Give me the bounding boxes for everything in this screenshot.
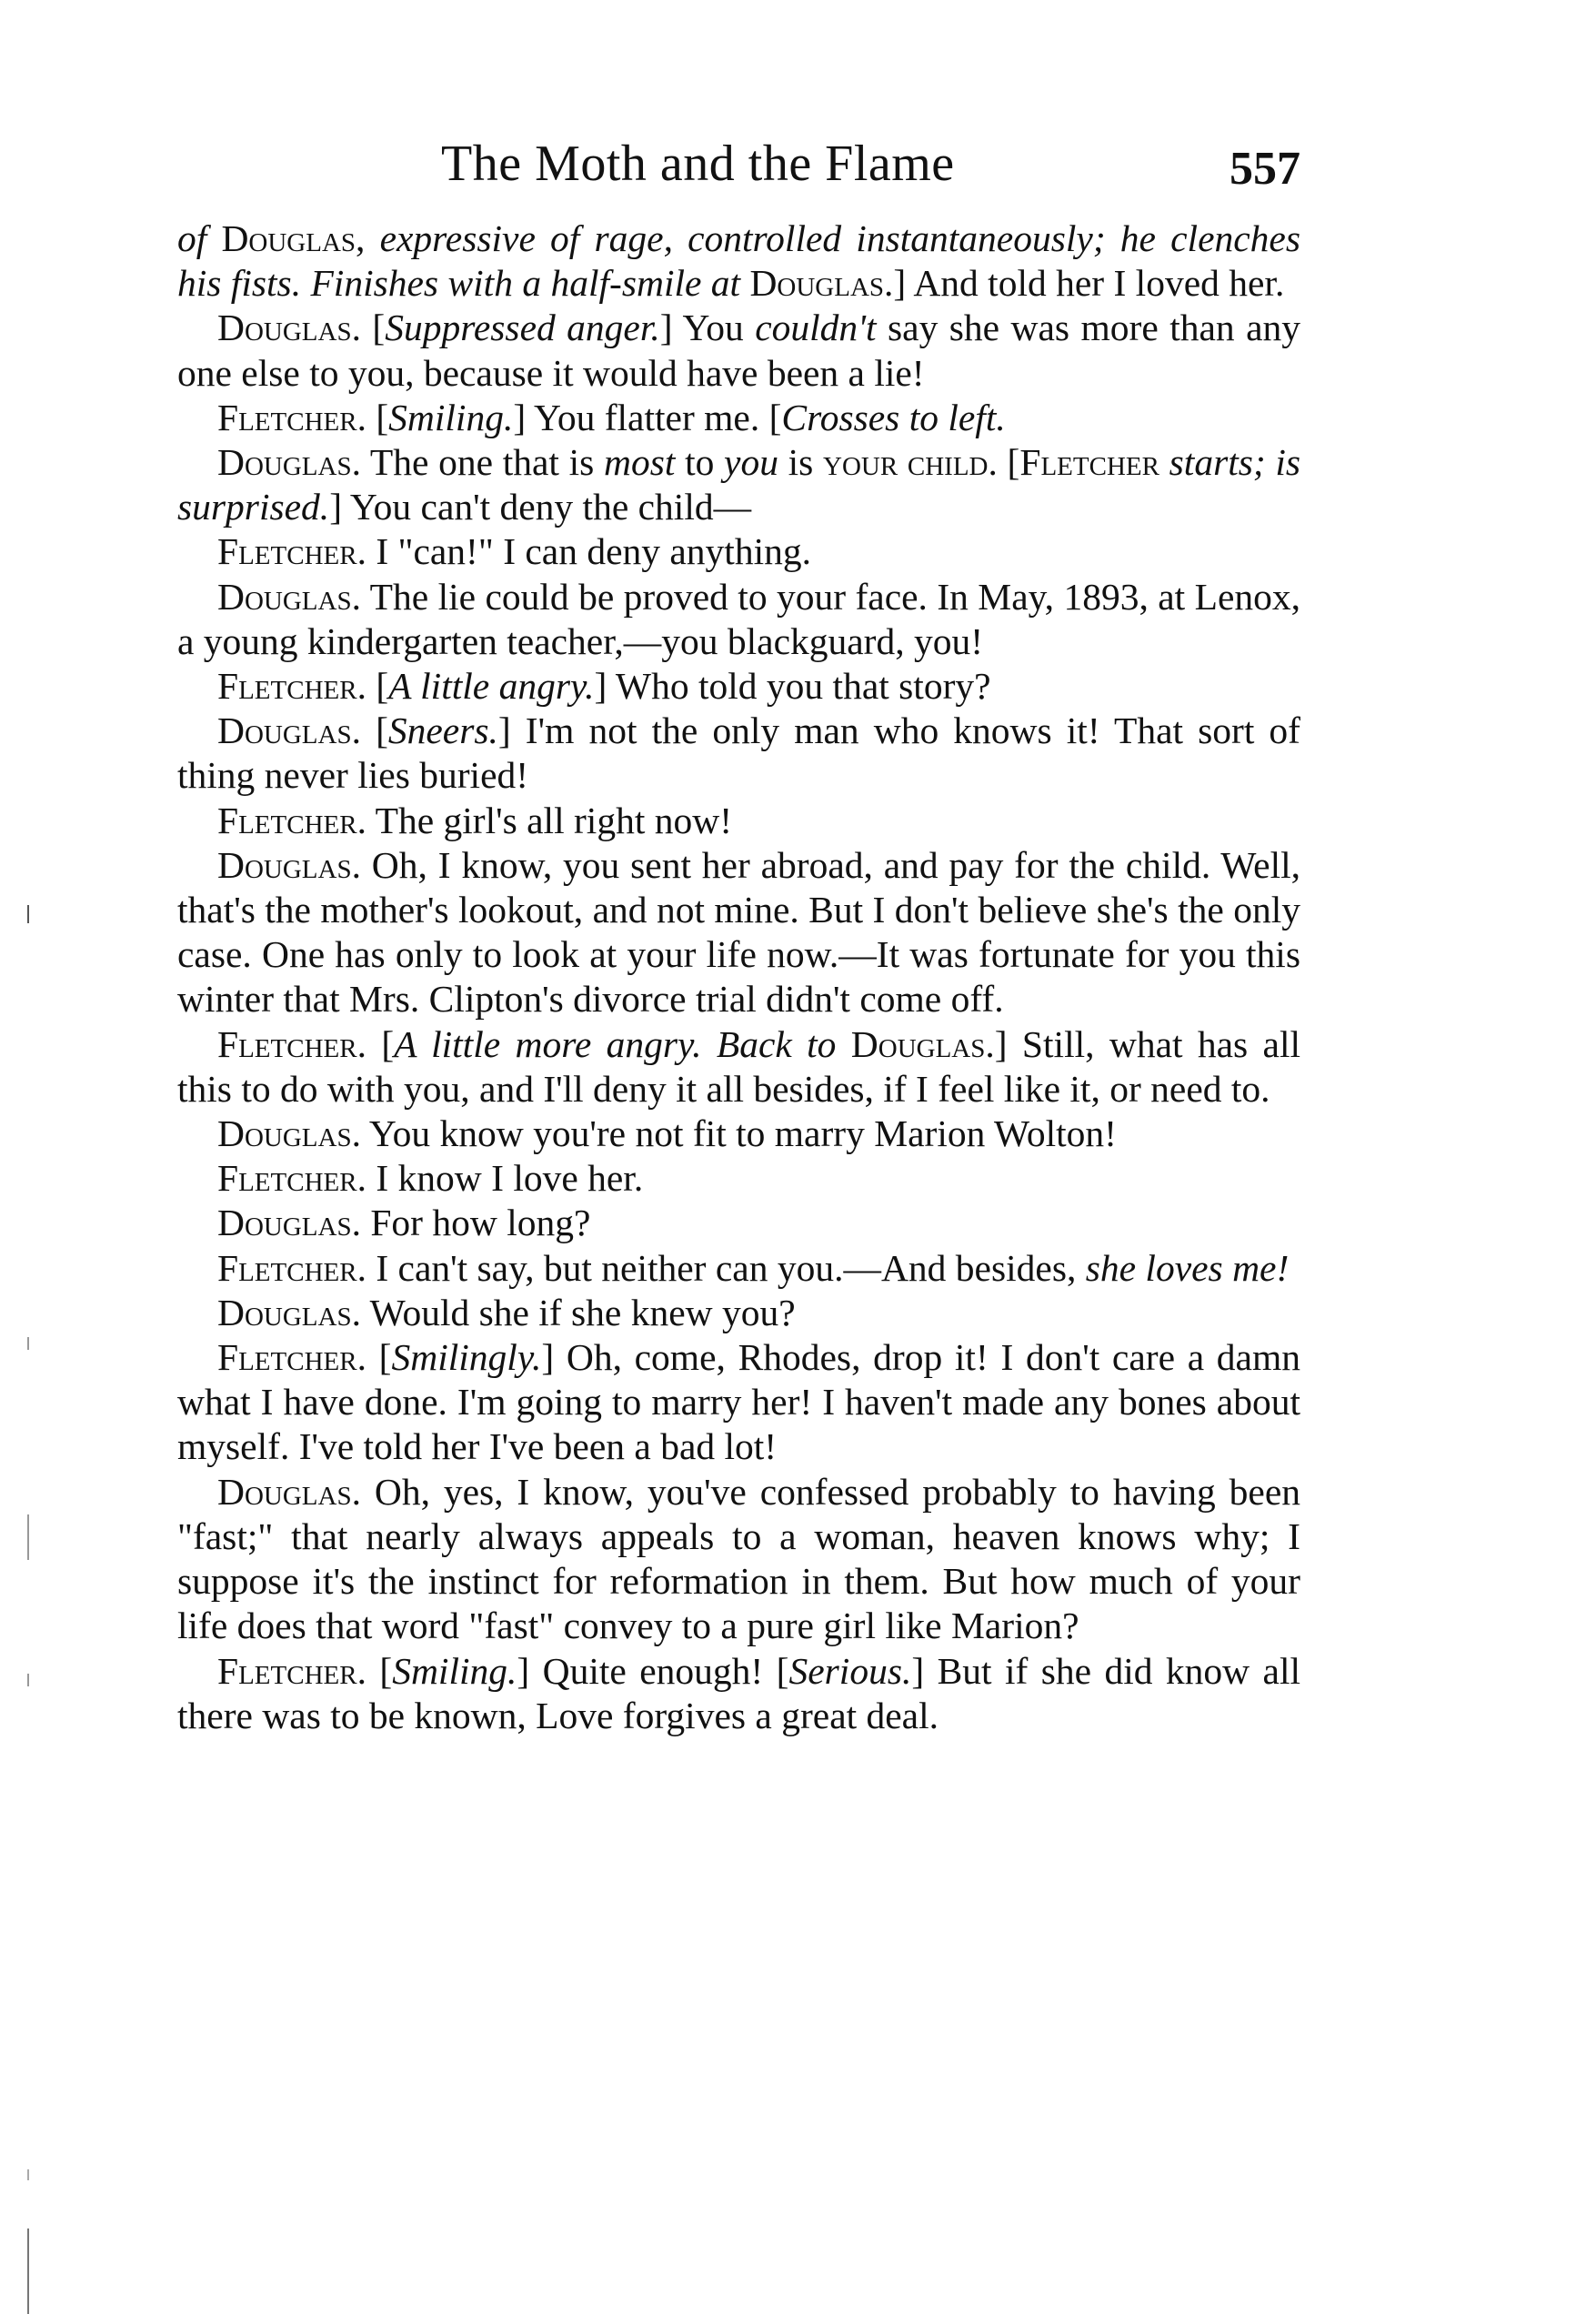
stage-direction: Smiling. <box>392 1649 517 1692</box>
dialogue-line: Douglas. The lie could be proved to your face. In May, 1893, at Lenox, a young kindergarten teacher,—you blackguard, you! <box>177 575 1300 662</box>
scan-mark <box>27 1337 29 1350</box>
character-name: Fletcher <box>1019 441 1159 484</box>
speaker-name: Douglas. <box>217 1202 361 1244</box>
speaker-name: Fletcher. <box>217 1022 366 1065</box>
dialogue-line: Fletcher. I can't say, but neither can you.—And besides, she loves me! <box>217 1246 1290 1289</box>
speaker-name: Fletcher. <box>217 396 366 438</box>
stage-direction: Smilingly. <box>391 1336 542 1379</box>
stage-direction: starts; is surprised. <box>177 441 1301 528</box>
scan-mark <box>27 2169 29 2180</box>
character-name: Douglas <box>749 262 885 305</box>
dialogue-line: Douglas. You know you're not fit to marry Marion Wolton! <box>217 1112 1117 1155</box>
dialogue-line: Douglas. Oh, I know, you sent her abroad, and pay for the child. Well, that's the mother's lookout, and not mine. But I don't believe she's the only case. One has only to look at your life now.—It was fortunate for you this winter that Mrs. Clipton's divorce trial didn't come off. <box>177 843 1300 1021</box>
speaker-name: Douglas. <box>217 1470 361 1513</box>
dialogue-line: Fletcher. The girl's all right now! <box>217 799 733 841</box>
scan-mark <box>27 2228 29 2314</box>
stage-direction: expressive of rage, controlled instantaneously; he clenches his fists. Finishes with a half-smile at <box>177 217 1301 305</box>
dialogue-line: Fletcher. [Smilingly.] Oh, come, Rhodes, drop it! I don't care a damn what I have done. I'm going to marry her! I haven't made any bones about myself. I've told her I've been a bad lot! <box>177 1336 1301 1468</box>
speaker-name: Fletcher. <box>217 665 366 708</box>
dialogue-line: Douglas. [Suppressed anger.] You couldn't say she was more than any one else to you, because it would have been a lie! <box>177 307 1300 394</box>
speaker-name: Fletcher. <box>217 530 366 573</box>
speaker-name: Douglas. <box>217 1112 361 1155</box>
speaker-name: Fletcher. <box>217 1157 366 1200</box>
scan-mark <box>27 1674 29 1686</box>
character-name: Douglas <box>850 1022 986 1065</box>
speaker-name: Douglas. <box>217 709 361 752</box>
speaker-name: Fletcher. <box>217 1246 366 1289</box>
stage-direction: Suppressed anger. <box>385 307 660 349</box>
dialogue-line: Douglas. Oh, yes, I know, you've confessed probably to having been "fast;" that nearly always appeals to a woman, heaven knows why; I suppose it's the instinct for reformation in them. But how much of your life does that word "fast" convey to a pure girl like Marion? <box>177 1470 1300 1647</box>
dialogue-line: Douglas. The one that is most to you is your child. [Fletcher starts; is surprised.] You can't deny the child— <box>177 441 1301 528</box>
stage-direction: Sneers. <box>387 709 498 752</box>
speaker-name: Douglas. <box>217 1291 361 1333</box>
page-header <box>177 127 1300 200</box>
scan-mark <box>27 905 29 923</box>
stage-direction: A little angry. <box>388 665 595 708</box>
speaker-name: Douglas. <box>217 843 361 886</box>
dialogue-line: Fletcher. I "can!" I can deny anything. <box>217 530 811 573</box>
speaker-name: Douglas. <box>217 441 361 484</box>
speaker-name: Douglas. <box>217 575 361 618</box>
dialogue-line: Douglas. [Sneers.] I'm not the only man who knows it! That sort of thing never lies buried! <box>177 709 1301 797</box>
dialogue-line: Fletcher. [A little angry.] Who told you that story? <box>217 665 991 708</box>
dialogue-line: Douglas. For how long? <box>217 1202 591 1244</box>
character-name: Douglas <box>221 217 356 259</box>
play-text <box>177 216 1300 1738</box>
stage-direction: A little more angry. Back to <box>394 1022 837 1065</box>
speaker-name: Fletcher. <box>217 799 366 841</box>
dialogue-line: Fletcher. [Smiling.] You flatter me. [Crosses to left. <box>217 396 1006 438</box>
stage-direction: Serious. <box>788 1649 912 1692</box>
speaker-name: Douglas. <box>217 307 361 349</box>
speaker-name: Fletcher. <box>217 1336 366 1379</box>
stage-direction: Crosses to left. <box>781 396 1006 438</box>
stage-direction-continuation: of Douglas, expressive of rage, controlled instantaneously; he clenches his fists. Finishes with a half-smile at Douglas.] And told her I loved her. <box>177 217 1301 305</box>
page-number: 557 <box>1230 143 1300 195</box>
running-title: The Moth and the Flame <box>441 136 955 192</box>
dialogue-line: Fletcher. I know I love her. <box>217 1157 644 1200</box>
dialogue-line: Fletcher. [A little more angry. Back to Douglas.] Still, what has all this to do with you, and I'll deny it all besides, if I feel like it, or need to. <box>177 1022 1301 1110</box>
dialogue-line: Fletcher. [Smiling.] Quite enough! [Serious.] But if she did know all there was to be known, Love forgives a great deal. <box>177 1649 1300 1736</box>
speaker-name: Fletcher. <box>217 1649 366 1692</box>
stage-direction: Smiling. <box>388 396 514 438</box>
dialogue-line: Douglas. Would she if she knew you? <box>217 1291 796 1333</box>
scan-mark <box>27 1514 29 1560</box>
